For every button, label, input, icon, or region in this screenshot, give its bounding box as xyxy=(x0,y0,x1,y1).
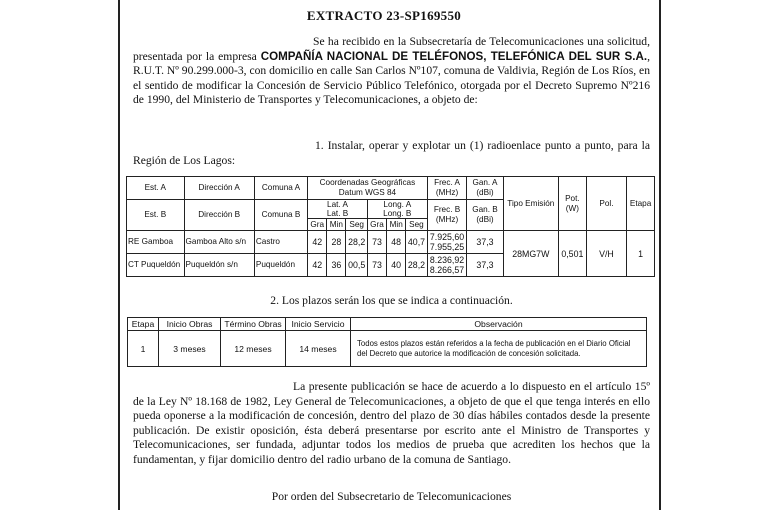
cell-gan: 37,3 xyxy=(467,231,503,254)
intro-paragraph xyxy=(133,35,650,108)
header-lon-min: Min xyxy=(387,219,406,231)
point-2: 2. Los plazos serán los que se indica a continuación. xyxy=(270,294,513,307)
cell-lon-seg: 28,2 xyxy=(406,254,427,277)
header-etapa: Etapa xyxy=(128,318,159,331)
cell-pol: V/H xyxy=(586,231,626,277)
intro-lead: Se ha recibido en la Subsecretaría de Telecomunicaciones una solicitud, presentada por la empresa xyxy=(133,35,650,63)
cell-est: RE Gamboa xyxy=(127,231,185,254)
cell-inicio-servicio: 14 meses xyxy=(286,331,351,367)
cell-etapa: 1 xyxy=(128,331,159,367)
cell-etapa: 1 xyxy=(627,231,655,277)
header-lat-gra: Gra xyxy=(308,219,327,231)
radiolink-table xyxy=(126,176,655,277)
company-name: COMPAÑÍA NACIONAL DE TELÉFONOS, TELEFÓNICA DEL SUR S.A. xyxy=(260,49,648,63)
header-gan-a: Gan. A (dBi) xyxy=(467,177,503,200)
header-com-a: Comuna A xyxy=(254,177,307,200)
header-termino-obras: Término Obras xyxy=(221,318,286,331)
table-row xyxy=(128,331,647,367)
cell-lat-gra: 42 xyxy=(308,254,327,277)
cell-frec: 7.925,60 7.955,25 xyxy=(427,231,467,254)
header-lon-seg: Seg xyxy=(406,219,427,231)
cell-lon-min: 48 xyxy=(387,231,406,254)
document-title: EXTRACTO 23-SP169550 xyxy=(306,8,462,23)
point-1: 1. Instalar, operar y explotar un (1) radioenlace punto a punto, para la Región de Los Lagos: xyxy=(133,139,650,167)
header-lat-b: Lat. B xyxy=(326,209,349,218)
deadlines-table xyxy=(127,317,647,367)
header-long-b: Long. B xyxy=(383,209,412,218)
header-etapa: Etapa xyxy=(627,177,655,231)
cell-frec: 8.236,92 8.266,57 xyxy=(427,254,467,277)
header-pot: Pot. (W) xyxy=(559,177,587,231)
cell-pot: 0,501 xyxy=(559,231,587,277)
header-com-b: Comuna B xyxy=(254,200,307,231)
cell-lat-min: 28 xyxy=(327,231,346,254)
header-lat-a: Lat. A xyxy=(327,200,348,209)
cell-termino-obras: 12 meses xyxy=(221,331,286,367)
header-est-a: Est. A xyxy=(127,177,185,200)
header-dir-b: Dirección B xyxy=(184,200,254,231)
header-lon-gra: Gra xyxy=(367,219,386,231)
table-row xyxy=(127,231,655,254)
header-gan-b: Gan. B (dBi) xyxy=(467,200,503,231)
cell-lon-seg: 40,7 xyxy=(406,231,427,254)
header-dir-a: Dirección A xyxy=(184,177,254,200)
cell-com: Castro xyxy=(254,231,307,254)
header-long xyxy=(367,200,427,219)
header-tipo: Tipo Emisión xyxy=(503,177,558,231)
header-lat-min: Min xyxy=(327,219,346,231)
header-coords: Coordenadas Geográficas Datum WGS 84 xyxy=(308,177,428,200)
header-observacion: Observación xyxy=(351,318,647,331)
cell-lat-gra: 42 xyxy=(308,231,327,254)
cell-lon-min: 40 xyxy=(387,254,406,277)
header-frec-a: Frec. A (MHz) xyxy=(427,177,467,200)
cell-lat-seg: 00,5 xyxy=(346,254,367,277)
cell-observacion: Todos estos plazos están referidos a la fecha de publicación en el Diario Oficial del Decreto que autorice la modificación de concesión solicitada. xyxy=(351,331,647,367)
header-pol: Pol. xyxy=(586,177,626,231)
header-lat xyxy=(308,200,368,219)
cell-dir: Puqueldón s/n xyxy=(184,254,254,277)
signature-line: Por orden del Subsecretario de Telecomunicaciones xyxy=(271,490,512,503)
cell-tipo: 28MG7W xyxy=(503,231,558,277)
header-frec-b: Frec. B (MHz) xyxy=(427,200,467,231)
cell-est: CT Puqueldón xyxy=(127,254,185,277)
cell-lat-seg: 28,2 xyxy=(346,231,367,254)
closing-paragraph: La presente publicación se hace de acuerdo a lo dispuesto en el artículo 15º de la Ley Nº 18.168 de 1982, Ley General de Telecomunicaciones, a objeto de que el que tenga interés en ello pueda oponerse a la modificación de concesión, dentro del plazo de 30 días hábiles contados desde la presente publicación. De existir oposición, ésta deberá presentarse por escrito ante el Ministro de Transportes y Telecomunicaciones, ser fundada, adjuntar todos los medios de prueba que acrediten los hechos que la fundamentan, y fijar domicilio dentro del radio urbano de la comuna de Santiago. xyxy=(133,380,650,466)
cell-dir: Gamboa Alto s/n xyxy=(184,231,254,254)
cell-gan: 37,3 xyxy=(467,254,503,277)
cell-lon-gra: 73 xyxy=(367,254,386,277)
header-inicio-servicio: Inicio Servicio xyxy=(286,318,351,331)
intro-rest: , R.U.T. Nº 90.299.000-3, con domicilio en calle San Carlos Nº107, comuna de Valdivia, Región de Los Ríos, en el sentido de modificar la Concesión de Servicio Público Telefónico, otorgada por el Decreto Supremo Nº216 de 1990, del Ministerio de Transportes y Telecomunicaciones, a objeto de: xyxy=(133,49,650,107)
header-inicio-obras: Inicio Obras xyxy=(159,318,221,331)
cell-inicio-obras: 3 meses xyxy=(159,331,221,367)
cell-lat-min: 36 xyxy=(327,254,346,277)
header-long-a: Long. A xyxy=(383,200,412,209)
cell-lon-gra: 73 xyxy=(367,231,386,254)
header-lat-seg: Seg xyxy=(346,219,367,231)
cell-com: Puqueldón xyxy=(254,254,307,277)
header-est-b: Est. B xyxy=(127,200,185,231)
